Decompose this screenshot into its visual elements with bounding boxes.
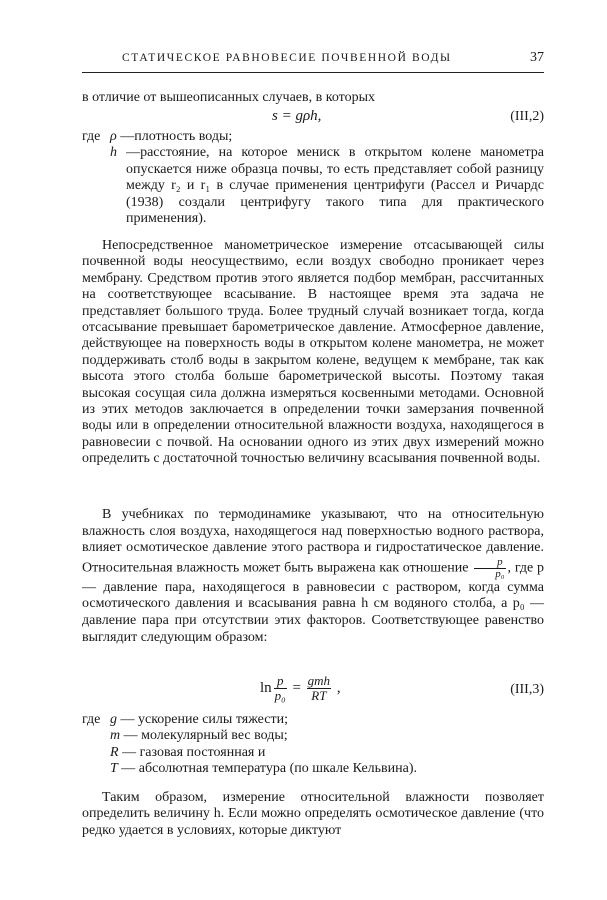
definition-m bbox=[110, 728, 544, 744]
running-title: СТАТИЧЕСКОЕ РАВНОВЕСИЕ ПОЧВЕННОЙ ВОДЫ bbox=[122, 52, 452, 64]
definition-text: — ускорение силы тяжести; bbox=[117, 712, 288, 727]
equation-iii-2: s = gρh, bbox=[272, 108, 322, 124]
definition-text: —плотность воды; bbox=[116, 129, 233, 144]
definitions-lead: где bbox=[82, 129, 101, 144]
fraction-denominator: p₀ bbox=[274, 688, 286, 703]
fraction-numerator: p bbox=[474, 557, 505, 569]
symbol: g bbox=[110, 712, 117, 727]
fraction-p-over-p0 bbox=[274, 674, 287, 703]
definition-h bbox=[110, 145, 544, 227]
fraction-denominator: p₀ bbox=[495, 567, 505, 580]
paragraph-text: В учебниках по термодинамике указывают, что на относительную влажность слоя воздуха, находящегося над поверхностью водного раствора, влияет осмотическое давление этого раствора и гидростатическое давление. Относительная влажность может быть выражена как отношение bbox=[82, 507, 544, 576]
symbol: ρ bbox=[110, 129, 117, 144]
paragraph-conclusion: Таким образом, измерение относительной влажности позволяет определить величину h. Если можно определять осмотическое давление (что редко удается в условиях, которые диктуют bbox=[82, 790, 544, 838]
definition-r bbox=[110, 745, 544, 761]
intro-line: в отличие от вышеописанных случаев, в которых bbox=[82, 90, 375, 105]
equals-sign: = bbox=[288, 679, 305, 696]
fraction-denominator: RT bbox=[311, 688, 327, 703]
symbol: R bbox=[110, 744, 119, 760]
book-page bbox=[82, 0, 544, 900]
ln-operator: ln bbox=[260, 679, 272, 696]
equation-iii-3 bbox=[260, 674, 341, 703]
paragraph-thermodynamics bbox=[82, 507, 544, 646]
equation-number-iii-3: (III,3) bbox=[510, 682, 544, 697]
symbol: T bbox=[110, 761, 118, 777]
definitions-list-2 bbox=[110, 712, 544, 778]
fraction-p-over-p0 bbox=[474, 557, 505, 580]
definition-rho bbox=[110, 129, 544, 145]
equation-number-iii-2: (III,2) bbox=[510, 109, 544, 124]
running-header bbox=[82, 50, 544, 70]
equation-comma: , bbox=[333, 679, 341, 696]
symbol: m bbox=[110, 728, 121, 744]
symbol: h bbox=[110, 145, 117, 161]
definitions-lead: где bbox=[82, 712, 101, 727]
definition-g bbox=[110, 712, 544, 728]
definitions-list-1 bbox=[110, 129, 544, 227]
header-rule bbox=[82, 72, 544, 73]
paragraph-text: , где p — давление пара, находящегося в равновесии с раствором, когда сумма осмотического давления и всасывания равна h см водяного столба, а p₀ — давление пара при отсутствии этих факторов. Соответствующее равенство выглядит следующим образом: bbox=[82, 560, 544, 645]
definition-text: — газовая постоянная и bbox=[118, 744, 266, 760]
paragraph-membrane: Непосредственное манометрическое измерение отсасывающей силы почвенной воды неосуществимо, если воздух свободно проникает через мембрану. Средством против этого является подбор мембран, рассчитанных на соответствующее всасывание. В настоящее время эта задача не представляет большого труда. Более трудный случай возникает тогда, когда отсасывание превышает барометрическое давление. Атмосферное давление, действующее на поверхность воды в открытом колене манометра, не может поддерживать столб воды в закрытом колене, ведущем к мембране, так как высота этого столба больше барометрической высоты. Поэтому такая высокая сосущая сила должна измеряться косвенными методами. Основной из этих методов заключается в определении точки замерзания почвенной воды или в определении относительной влажности воздуха, находящегося в равновесии с почвой. На основании одного из этих двух измерений можно определить с достаточной точностью величину всасывания почвенной воды. bbox=[82, 238, 544, 467]
definition-t bbox=[110, 761, 544, 777]
page-number: 37 bbox=[530, 50, 544, 65]
definition-text: — абсолютная температура (по шкале Кельвина). bbox=[117, 761, 418, 777]
fraction-numerator: p bbox=[274, 674, 287, 689]
fraction-gmh-over-rt bbox=[307, 674, 331, 703]
definition-text: — молекулярный вес воды; bbox=[120, 728, 288, 744]
fraction-numerator: gmh bbox=[307, 673, 331, 688]
definition-text: —расстояние, на которое мениск в открытом колене манометра опускается ниже образца почвы, то есть представляет собой разницу между r₂ и r₁ в случае применения центрифуги (Рассел и Ричардс (1938) создали центрифугу такого типа для практического применения). bbox=[117, 145, 544, 227]
